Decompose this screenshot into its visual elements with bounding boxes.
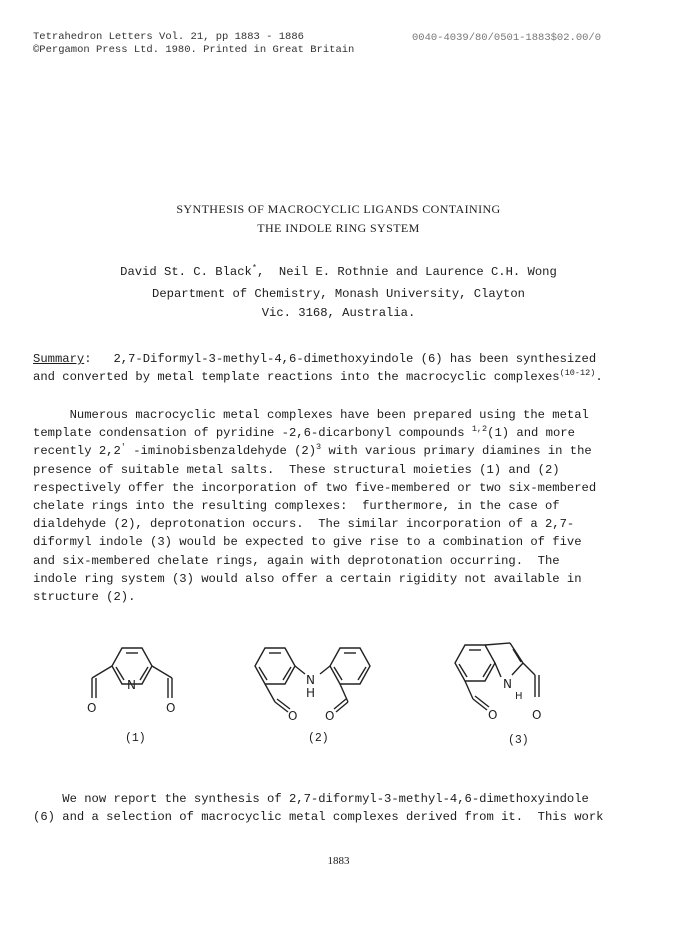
structure-2-oxygen-left: O	[288, 709, 298, 723]
summary-paragraph: Summary: 2,7-Diformyl-3-methyl-4,6-dimethoxyindole (6) has been synthesized and converted by metal template reactions into the macrocyclic complexes$^{(10-12)}$.	[33, 352, 603, 385]
structure-3-oxygen-right: O	[532, 708, 542, 722]
structure-1-oxygen-right: O	[166, 701, 176, 715]
reference-3: 3	[316, 442, 322, 453]
structure-3-nitrogen: N	[503, 677, 512, 691]
summary-label: Summary	[33, 352, 85, 366]
structure-3-label: (3)	[508, 734, 529, 747]
reference-1-2: 1,2	[471, 424, 488, 435]
structure-2-iminobisbenzaldehyde	[230, 640, 405, 730]
coauthor-names: , Neil E. Rothnie and Laurence C.H. Wong	[256, 265, 557, 279]
summary-reference: (10-12)	[559, 368, 596, 379]
corresponding-author-mark: *	[251, 263, 257, 273]
title-line-1: SYNTHESIS OF MACROCYCLIC LIGANDS CONTAINING	[176, 202, 501, 216]
journal-citation: Tetrahedron Letters Vol. 21, pp 1883 - 1886	[33, 31, 304, 43]
structure-3-diformyl-indole	[435, 635, 585, 730]
structure-1-label: (1)	[125, 732, 146, 745]
title-line-2: THE INDOLE RING SYSTEM	[257, 221, 420, 235]
structure-2-nitrogen: N	[306, 673, 315, 687]
structure-2-hydrogen: H	[306, 686, 316, 700]
structure-1-nitrogen: N	[127, 678, 136, 692]
publisher-line: ©Pergamon Press Ltd. 1980. Printed in Great Britain	[33, 44, 355, 56]
affiliation-line-2: Vic. 3168, Australia.	[261, 306, 416, 320]
body-paragraph-1: Numerous macrocyclic metal complexes have been prepared using the metal template condensation of pyridine -2,6-dicarbonyl compounds $^{1,2}$(1) and more recently 2,2′ -iminobisbenzaldehyde $(2)^3$ with various primary diamines in the presence of suitable metal salts. These structural moieties (1) and (2) respectively offer the incorporation of two five-membered or two six-membered chelate rings into the resulting complexes: furthermore, in the case of dialdehyde (2), deprotonation occurs. The similar incorporation of a 2,7- diformyl indole (3) would be expected to give rise to a combination of five and six-membered chelate rings, again with deprotonation occurring. The indole ring system (3) would also offer a certain rigidity not available in structure (2).	[33, 408, 597, 605]
structure-3-hydrogen: H	[515, 691, 523, 702]
structure-2-oxygen-right: O	[325, 709, 335, 723]
affiliation-line-1: Department of Chemistry, Monash University, Clayton	[152, 287, 525, 301]
structure-2-label: (2)	[308, 732, 329, 745]
structure-3-oxygen-left: O	[488, 708, 498, 722]
structure-1-pyridine-dialdehyde	[72, 640, 202, 725]
structure-1-oxygen-left: O	[87, 701, 97, 715]
body-paragraph-2: We now report the synthesis of 2,7-diformyl-3-methyl-4,6-dimethoxyindole (6) and a selection of macrocyclic metal complexes derived from it. This work	[33, 792, 604, 825]
author-name-black: David St. C. Black	[120, 265, 252, 279]
article-code: 0040-4039/80/0501-1883$02.00/0	[412, 32, 602, 44]
page-number: 1883	[327, 855, 350, 867]
author-line	[0, 265, 677, 279]
